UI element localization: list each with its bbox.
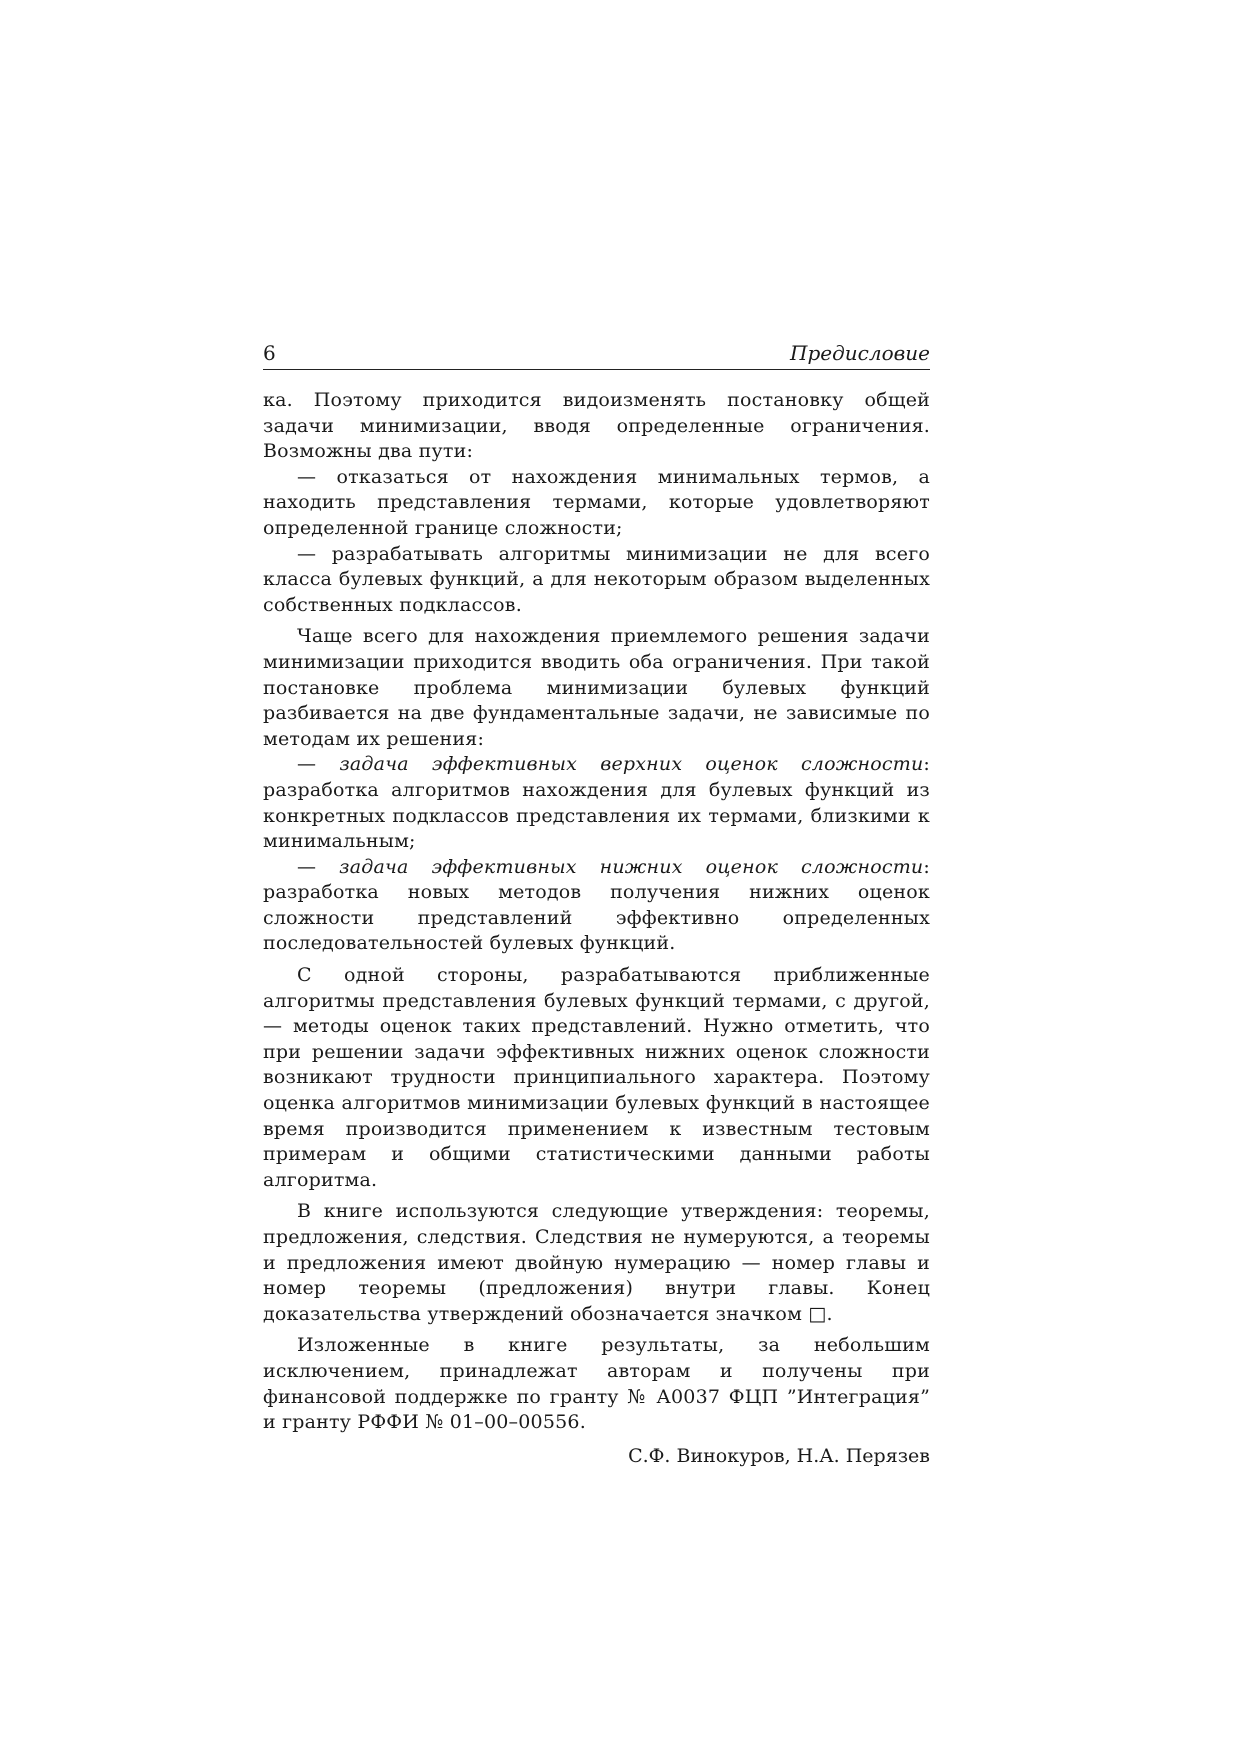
list-item-rest: : разработка новых методов получения нижних оценок сложности представлений эффективно определенных последовательностей булевых функций.	[263, 855, 930, 955]
running-head	[263, 342, 930, 370]
dash: —	[297, 855, 340, 878]
paragraph: В книге используются следующие утверждения: теоремы, предложения, следствия. Следствия не нумеруются, а теоремы и предложения имеют двойную нумерацию — номер главы и номер теоремы (предложения) внутри главы. Конец доказательства утверждений обозначается значком □.	[263, 1200, 930, 1325]
paragraph: С одной стороны, разрабатываются приближенные алгоритмы представления булевых функций термами, с другой, — методы оценок таких представлений. Нужно отметить, что при решении задачи эффективных нижних оценок сложности возникают трудности принципиального характера. Поэтому оценка алгоритмов минимизации булевых функций в настоящее время производится применением к известным тестовым примерам и общими статистическими данными работы алгоритма.	[263, 964, 930, 1191]
paragraph: Изложенные в книге результаты, за небольшим исключением, принадлежат авторам и получены при финансовой поддержке по гранту № А0037 ФЦП ”Интеграция” и гранту РФФИ № 01–00–00556.	[263, 1334, 930, 1434]
emphasis: задача эффективных нижних оценок сложности	[339, 855, 924, 878]
author-signature: С.Ф. Винокуров, Н.А. Перязев	[628, 1444, 930, 1467]
body-text	[263, 388, 930, 1436]
list-item: — отказаться от нахождения минимальных термов, а находить представления термами, которые удовлетворяют определенной границе сложности;	[263, 465, 930, 539]
paragraph: ка. Поэтому приходится видоизменять постановку общей задачи минимизации, вводя определенные ограничения. Возможны два пути:	[263, 389, 930, 463]
emphasis: задача эффективных верхних оценок сложности	[339, 753, 924, 776]
section-title: Предисловие	[790, 341, 930, 365]
list-item	[263, 855, 930, 957]
list-item	[263, 752, 930, 854]
book-page	[263, 342, 930, 1469]
list-item: — разрабатывать алгоритмы минимизации не для всего класса булевых функций, а для некоторым образом выделенных собственных подклассов.	[263, 542, 930, 616]
dash: —	[297, 753, 340, 776]
paragraph: Чаще всего для нахождения приемлемого решения задачи минимизации приходится вводить оба ограничения. При такой постановке проблема минимизации булевых функций разбивается на две фундаментальные задачи, не зависимые по методам их решения:	[263, 625, 930, 750]
list-item-rest: : разработка алгоритмов нахождения для булевых функций из конкретных подклассов представления их термами, близкими к минимальным;	[263, 753, 930, 853]
page-number: 6	[263, 341, 276, 365]
